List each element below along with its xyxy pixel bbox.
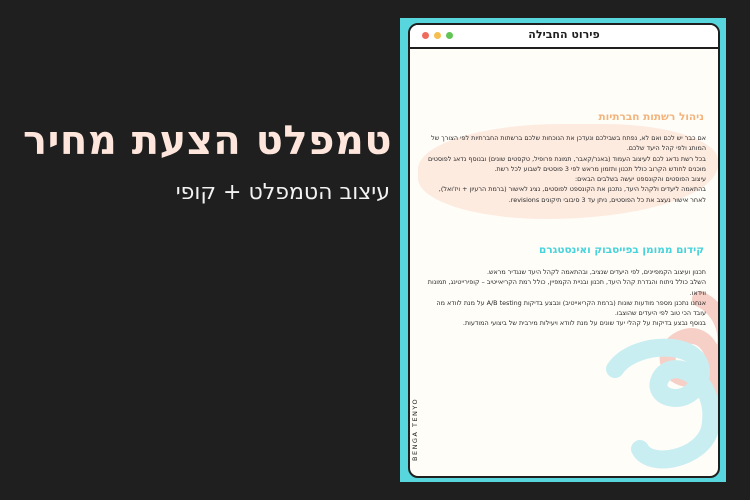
- window-titlebar: [410, 25, 718, 49]
- section-body-social: [424, 133, 706, 205]
- paragraph: אנחנו נתכנן מספר מודעות שונות (ברמת הקריאייטיב) ונבצע בדיקות A/B testing על מנת לוודא מה עובד הכי טוב לפי היעדים שהוצבו.: [436, 298, 706, 318]
- paragraph: אם כבר יש לכם ואם לא, נפתח בשבילכם ונעדכן את הנוכחות שלכם ברשתות החברתיות לפי הצורך של המותג ולפי קהל היעד שלכם.: [431, 134, 706, 153]
- cyan-swirl: [615, 348, 711, 460]
- document-page: [410, 49, 718, 476]
- subtitle: עיצוב הטמפלט + קופי: [175, 180, 390, 205]
- section-heading-ads: קידום ממומן בפייסבוק ואינסטגרם: [539, 244, 704, 256]
- paragraph: בנוסף נבצע בדיקות על קהלי יעד שונים על מנת לוודא ויעילות מירבית של ביצועי המודעות.: [462, 319, 706, 328]
- section-body-ads: [424, 267, 706, 329]
- paragraph: עיצוב הפוסטים והקונספט יעשה בשלבים הבאים:: [574, 175, 706, 184]
- paragraph: תכנון ועיצוב הקמפיינים, לפי היעדים שנציב, ובהתאמה לקהל היעד שנגדיר מראש.: [486, 268, 706, 276]
- paragraph: השלב כולל ניתוח והגדרת קהל היעד, תכנון ובניית הקמפיין, כולל רמת הקריאייטיב – קופירייטינג, תמונות ווידאו.: [427, 278, 706, 297]
- brand-watermark: BENGA TENYO: [411, 397, 419, 461]
- paragraph: בהתאמה ליעדים ולקהל היעד, נתכנן את הקונספט לפוסטים, נציג לאישור (ברמת הרעיון + ויז'ואל), לאחר אישור נעצב את כל הפוסטים, ניתן עד 3 סיבובי תיקונים revisions.: [438, 185, 706, 204]
- paragraph: בכל רשת נדאג לכם לעיצוב העמוד (באנר/קאבר, תמונת פרופיל, טקסטים שונים) ובנוסף נדאג לפוסטים מוכנים לחודש הקרוב כולל תכנון ותזמון מראש לפי 3 פוסטים לשבוע לכל רשת.: [428, 154, 706, 173]
- preview-window: [408, 23, 720, 478]
- section-heading-social: ניהול רשתות חברתיות: [598, 111, 704, 123]
- headline: טמפלט הצעת מחיר: [23, 118, 392, 164]
- window-title: פירוט החבילה: [528, 28, 600, 41]
